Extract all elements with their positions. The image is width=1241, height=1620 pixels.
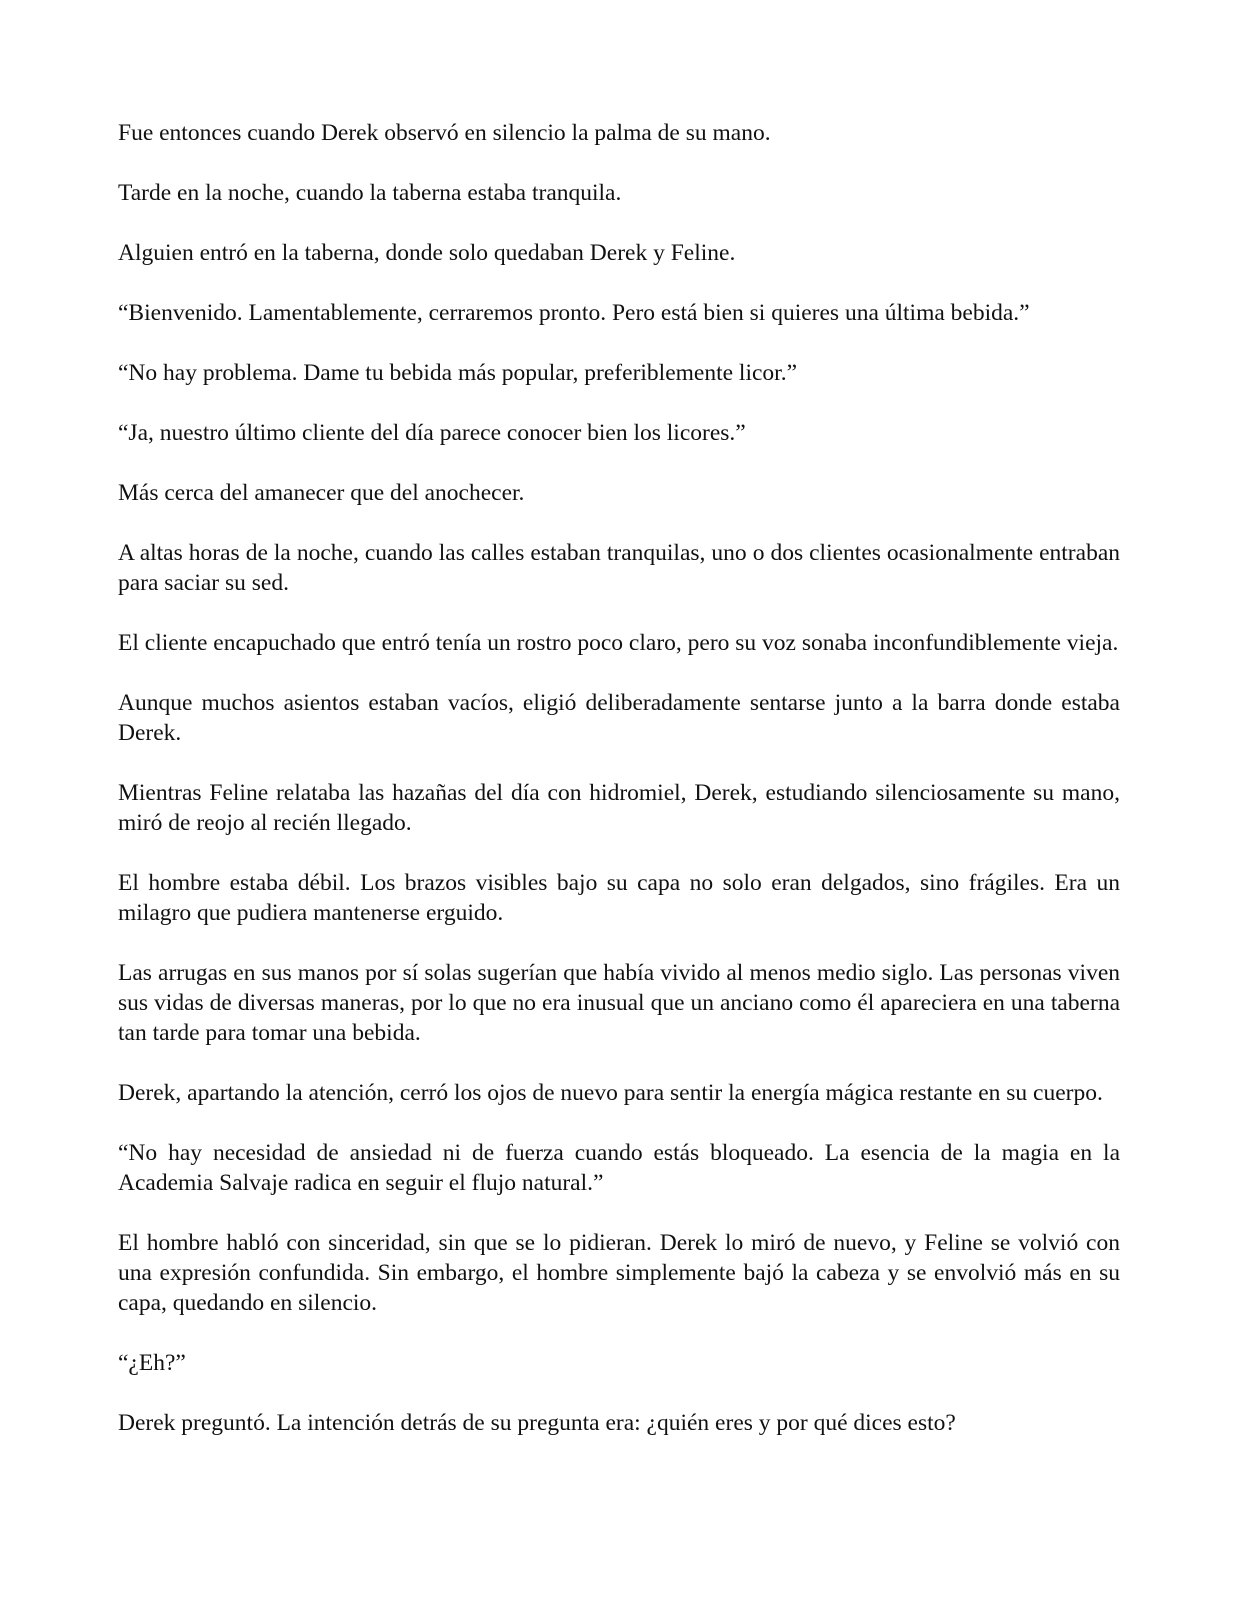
paragraph-16: El hombre habló con sinceridad, sin que se lo pidieran. Derek lo miró de nuevo, y Feline se volvió con una expresión confundida. Sin embargo, el hombre simplemente bajó la cabeza y se envolvió más en su capa, quedando en silencio. [118,1230,1120,1316]
paragraph-14: Derek, apartando la atención, cerró los ojos de nuevo para sentir la energía mágica restante en su cuerpo. [118,1080,1103,1106]
paragraph-10: Aunque muchos asientos estaban vacíos, eligió deliberadamente sentarse junto a la barra donde estaba Derek. [118,690,1120,746]
paragraph-11: Mientras Feline relataba las hazañas del día con hidromiel, Derek, estudiando silenciosamente su mano, miró de reojo al recién llegado. [118,780,1120,836]
paragraph-17: “¿Eh?” [118,1350,186,1376]
paragraph-4: “Bienvenido. Lamentablemente, cerraremos pronto. Pero está bien si quieres una última bebida.” [118,300,1030,326]
paragraph-9: El cliente encapuchado que entró tenía un rostro poco claro, pero su voz sonaba inconfundiblemente vieja. [118,630,1119,656]
paragraph-18: Derek preguntó. La intención detrás de su pregunta era: ¿quién eres y por qué dices esto? [118,1410,956,1436]
paragraph-1: Fue entonces cuando Derek observó en silencio la palma de su mano. [118,120,771,146]
document-body [118,118,1120,1438]
paragraph-2: Tarde en la noche, cuando la taberna estaba tranquila. [118,180,622,206]
paragraph-7: Más cerca del amanecer que del anochecer. [118,480,525,506]
paragraph-15: “No hay necesidad de ansiedad ni de fuerza cuando estás bloqueado. La esencia de la magia en la Academia Salvaje radica en seguir el flujo natural.” [118,1140,1120,1196]
paragraph-6: “Ja, nuestro último cliente del día parece conocer bien los licores.” [118,420,746,446]
paragraph-5: “No hay problema. Dame tu bebida más popular, preferiblemente licor.” [118,360,797,386]
paragraph-13: Las arrugas en sus manos por sí solas sugerían que había vivido al menos medio siglo. Las personas viven sus vidas de diversas maneras, por lo que no era inusual que un anciano como él apareciera en una taberna tan tarde para tomar una bebida. [118,960,1120,1046]
paragraph-3: Alguien entró en la taberna, donde solo quedaban Derek y Feline. [118,240,736,266]
paragraph-12: El hombre estaba débil. Los brazos visibles bajo su capa no solo eran delgados, sino frágiles. Era un milagro que pudiera mantenerse erguido. [118,870,1120,926]
paragraph-8: A altas horas de la noche, cuando las calles estaban tranquilas, uno o dos clientes ocasionalmente entraban para saciar su sed. [118,540,1120,596]
